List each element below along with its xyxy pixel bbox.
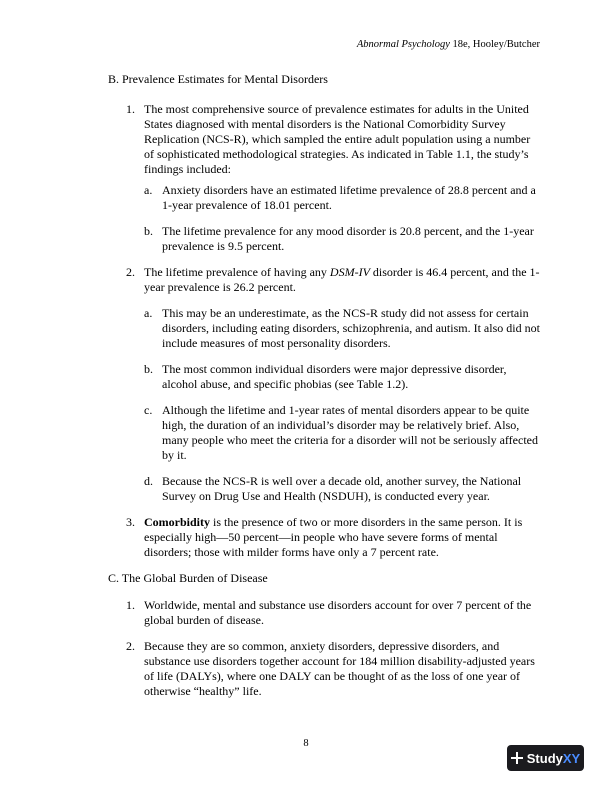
list-number: 2. bbox=[126, 639, 135, 653]
list-number: 1. bbox=[126, 102, 135, 116]
text-line bbox=[144, 265, 542, 280]
text-line: The most comprehensive source of prevalence estimates for adults in the United bbox=[144, 102, 529, 116]
studyxy-badge[interactable] bbox=[507, 745, 584, 771]
text-run: is the presence of two or more disorders in the same person. It is bbox=[210, 515, 523, 529]
edition-authors: 18e, Hooley/Butcher bbox=[449, 39, 540, 50]
text-line: alcohol abuse, and specific phobias (see Table 1.2). bbox=[162, 377, 409, 391]
list-letter: a. bbox=[144, 306, 153, 320]
text-line: by it. bbox=[162, 448, 187, 462]
text-line: The most common individual disorders were major depressive disorder, bbox=[162, 362, 507, 376]
section-c-heading: C. The Global Burden of Disease bbox=[108, 571, 268, 585]
text-line: Replication (NCS-R), which sampled the entire adult population using a number bbox=[144, 132, 531, 146]
section-b-item-1 bbox=[126, 102, 542, 177]
text-line: States diagnosed with mental disorders is the National Comorbidity Survey bbox=[144, 117, 506, 131]
text-line: Because they are so common, anxiety disorders, depressive disorders, and bbox=[144, 639, 500, 653]
text-line: disorders; those with milder forms have only a 7 percent rate. bbox=[144, 545, 439, 559]
section-b-item-1b bbox=[144, 224, 542, 254]
text-line: Anxiety disorders have an estimated lifetime prevalence of 28.8 percent and a bbox=[162, 183, 536, 197]
text-line: global burden of disease. bbox=[144, 613, 264, 627]
brand-main: Study bbox=[526, 750, 563, 766]
page-number: 8 bbox=[303, 738, 309, 749]
text-line: disorders, including eating disorders, schizophrenia, and autism. It also did not bbox=[162, 321, 540, 335]
text-line: otherwise “healthy” life. bbox=[144, 684, 262, 698]
section-b-item-2c bbox=[144, 403, 542, 463]
running-header bbox=[357, 37, 540, 52]
list-number: 2. bbox=[126, 265, 135, 279]
text-line: This may be an underestimate, as the NCS-R study did not assess for certain bbox=[162, 306, 529, 320]
text-line: year prevalence is 26.2 percent. bbox=[144, 280, 296, 294]
section-c-item-2 bbox=[126, 639, 542, 699]
section-b-item-2b bbox=[144, 362, 542, 392]
list-letter: b. bbox=[144, 362, 153, 376]
book-title: Abnormal Psychology bbox=[356, 39, 450, 50]
list-number: 1. bbox=[126, 598, 135, 612]
text-line: include measures of most personality disorders. bbox=[162, 336, 391, 350]
plus-icon bbox=[511, 752, 523, 764]
text-line: The lifetime prevalence for any mood disorder is 20.8 percent, and the 1-year bbox=[162, 224, 534, 238]
text-line: of sophisticated methodological strategies. As indicated in Table 1.1, the study’s bbox=[144, 147, 529, 161]
dsm-iv-term: DSM-IV bbox=[329, 265, 370, 279]
section-b-item-1a bbox=[144, 183, 542, 213]
text-line: many people who meet the criteria for a disorder will not be seriously affected bbox=[162, 433, 538, 447]
section-b-item-2 bbox=[126, 265, 542, 295]
brand-name bbox=[527, 751, 580, 766]
list-letter: b. bbox=[144, 224, 153, 238]
text-line: substance use disorders together account for 184 million disability-adjusted years bbox=[144, 654, 535, 668]
text-line: especially high—50 percent—in people who have severe forms of mental bbox=[144, 530, 498, 544]
list-number: 3. bbox=[126, 515, 135, 529]
text-run: disorder is 46.4 percent, and the 1- bbox=[369, 265, 540, 279]
text-line: high, the duration of an individual’s disorder may be relatively brief. Also, bbox=[162, 418, 520, 432]
section-b-heading: B. Prevalence Estimates for Mental Disorders bbox=[108, 72, 328, 86]
text-run: The lifetime prevalence of having any bbox=[144, 265, 330, 279]
text-line bbox=[144, 515, 542, 530]
comorbidity-term: Comorbidity bbox=[144, 515, 210, 529]
section-c-item-1 bbox=[126, 598, 542, 628]
section-b-item-2d bbox=[144, 474, 542, 504]
text-line: findings included: bbox=[144, 162, 231, 176]
list-letter: c. bbox=[144, 403, 153, 417]
text-line: Because the NCS-R is well over a decade old, another survey, the National bbox=[162, 474, 522, 488]
text-line: Although the lifetime and 1-year rates of mental disorders appear to be quite bbox=[162, 403, 530, 417]
list-letter: a. bbox=[144, 183, 153, 197]
text-line: Survey on Drug Use and Health (NSDUH), is conducted every year. bbox=[162, 489, 490, 503]
list-letter: d. bbox=[144, 474, 153, 488]
text-line: Worldwide, mental and substance use disorders account for over 7 percent of the bbox=[144, 598, 532, 612]
text-line: prevalence is 9.5 percent. bbox=[162, 239, 285, 253]
text-line: 1-year prevalence of 18.01 percent. bbox=[162, 198, 332, 212]
section-b-item-2a bbox=[144, 306, 542, 351]
brand-accent: XY bbox=[562, 750, 581, 766]
text-line: of life (DALYs), where one DALY can be thought of as the loss of one year of bbox=[144, 669, 521, 683]
section-b-item-3 bbox=[126, 515, 542, 560]
